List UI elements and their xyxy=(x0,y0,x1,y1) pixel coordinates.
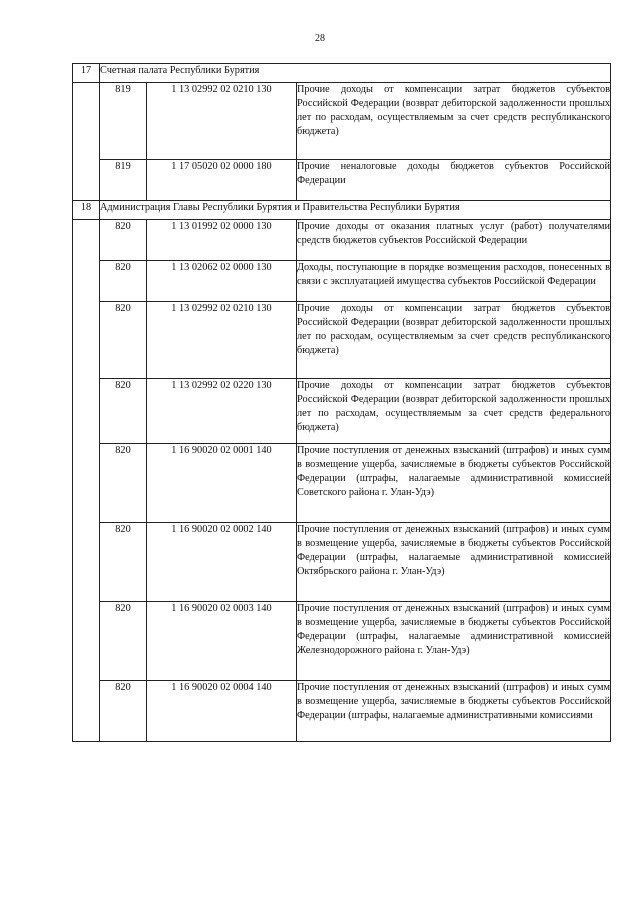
section-title: Администрация Главы Республики Бурятия и Правительства Республики Бурятия xyxy=(100,201,611,220)
description-cell: Прочие доходы от оказания платных услуг (работ) получателями средств бюджетов субъектов Российской Федерации xyxy=(297,220,611,261)
revenue-code-cell: 1 16 90020 02 0004 140 xyxy=(147,681,297,742)
revenue-codes-table xyxy=(72,63,611,742)
table-row xyxy=(73,160,611,201)
admin-code-cell: 820 xyxy=(100,444,147,523)
table-row xyxy=(73,602,611,681)
table-row xyxy=(73,523,611,602)
admin-code-cell: 820 xyxy=(100,261,147,302)
description-cell: Прочие доходы от компенсации затрат бюджетов субъектов Российской Федерации (возврат дебиторской задолженности прошлых лет по расходам, осуществляемым за счет средств республиканского бюджета) xyxy=(297,302,611,379)
description-cell: Прочие доходы от компенсации затрат бюджетов субъектов Российской Федерации (возврат дебиторской задолженности прошлых лет по расходам, осуществляемым за счет средств республиканского бюджета) xyxy=(297,83,611,160)
section-number: 17 xyxy=(73,64,100,83)
table-row xyxy=(73,261,611,302)
admin-code-cell: 820 xyxy=(100,379,147,444)
section-title: Счетная палата Республики Бурятия xyxy=(100,64,611,83)
revenue-code-cell: 1 13 02992 02 0210 130 xyxy=(147,83,297,160)
admin-code-cell: 820 xyxy=(100,602,147,681)
description-cell: Прочие поступления от денежных взысканий (штрафов) и иных сумм в возмещение ущерба, зачисляемые в бюджеты субъектов Российской Федерации (штрафы, налагаемые административной комиссией Октябрьского района г. Улан-Удэ) xyxy=(297,523,611,602)
table-row xyxy=(73,220,611,261)
table-row xyxy=(73,681,611,742)
revenue-code-cell: 1 13 01992 02 0000 130 xyxy=(147,220,297,261)
revenue-code-cell: 1 17 05020 02 0000 180 xyxy=(147,160,297,201)
revenue-code-cell: 1 16 90020 02 0001 140 xyxy=(147,444,297,523)
admin-code-cell: 820 xyxy=(100,681,147,742)
description-cell: Прочие неналоговые доходы бюджетов субъектов Российской Федерации xyxy=(297,160,611,201)
description-cell: Прочие поступления от денежных взысканий (штрафов) и иных сумм в возмещение ущерба, зачисляемые в бюджеты субъектов Российской Федерации (штрафы, налагаемые административной комиссией Железнодорожного района г. Улан-Удэ) xyxy=(297,602,611,681)
table-row xyxy=(73,444,611,523)
section-header-row xyxy=(73,64,611,83)
revenue-code-cell: 1 13 02062 02 0000 130 xyxy=(147,261,297,302)
description-cell: Прочие поступления от денежных взысканий (штрафов) и иных сумм в возмещение ущерба, зачисляемые в бюджеты субъектов Российской Федерации (штрафы, налагаемые административной комиссией Советского района г. Улан-Удэ) xyxy=(297,444,611,523)
admin-code-cell: 819 xyxy=(100,160,147,201)
admin-code-cell: 819 xyxy=(100,83,147,160)
table-row xyxy=(73,83,611,160)
table-row xyxy=(73,302,611,379)
section-number: 18 xyxy=(73,201,100,220)
section-spacer-cell xyxy=(73,83,100,201)
admin-code-cell: 820 xyxy=(100,220,147,261)
admin-code-cell: 820 xyxy=(100,302,147,379)
description-cell: Прочие доходы от компенсации затрат бюджетов субъектов Российской Федерации (возврат дебиторской задолженности прошлых лет по расходам, осуществляемым за счет средств федерального бюджета) xyxy=(297,379,611,444)
section-header-row xyxy=(73,201,611,220)
description-cell: Доходы, поступающие в порядке возмещения расходов, понесенных в связи с эксплуатацией имущества субъектов Российской Федерации xyxy=(297,261,611,302)
description-cell: Прочие поступления от денежных взысканий (штрафов) и иных сумм в возмещение ущерба, зачисляемые в бюджеты субъектов Российской Федерации (штрафы, налагаемые административными комиссиями xyxy=(297,681,611,742)
revenue-code-cell: 1 13 02992 02 0210 130 xyxy=(147,302,297,379)
revenue-code-cell: 1 16 90020 02 0003 140 xyxy=(147,602,297,681)
revenue-code-cell: 1 16 90020 02 0002 140 xyxy=(147,523,297,602)
admin-code-cell: 820 xyxy=(100,523,147,602)
section-spacer-cell xyxy=(73,220,100,742)
page-number: 28 xyxy=(315,33,325,44)
revenue-code-cell: 1 13 02992 02 0220 130 xyxy=(147,379,297,444)
table-row xyxy=(73,379,611,444)
